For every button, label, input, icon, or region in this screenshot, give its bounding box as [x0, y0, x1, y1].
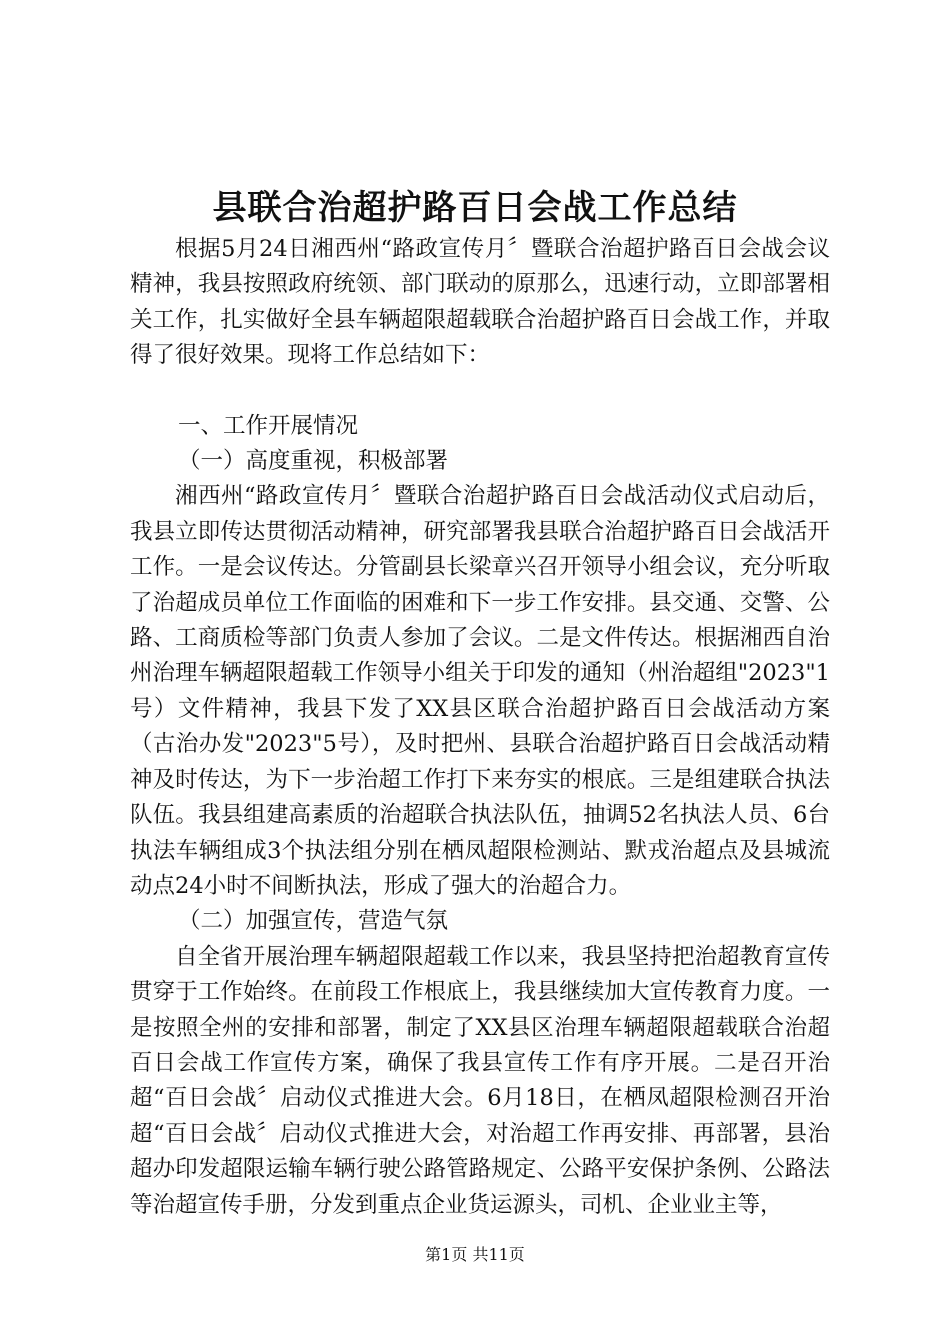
- page-number-footer: 第1页 共11页: [425, 1245, 525, 1264]
- section-heading-work-status: 一、工作开展情况: [178, 412, 359, 439]
- deployment-paragraph: 湘西州“路政宣传月〞暨联合治超护路百日会战活动仪式启动后，我县立即传达贯彻活动精神，研究部署我县联合治超护路百日会战活开工作。一是会议传达。分管副县长梁章兴召开领导小组会议，充分听取了治超成员单位工作面临的困难和下一步工作安排。县交通、交警、公路、工商质检等部门负责人参加了会议。二是文件传达。根据湘西自治州治理车辆超限超载工作领导小组关于印发的通知（州治超组"2023"1号）文件精神，我县下发了XX县区联合治超护路百日会战活动方案（古治办发"2023"5号），及时把州、县联合治超护路百日会战活动精神及时传达，为下一步治超工作打下来夯实的根底。三是组建联合执法队伍。我县组建高素质的治超联合执法队伍，抽调52名执法人员、6台执法车辆组成3个执法组分别在栖凤超限检测站、默戎治超点及县城流动点24小时不间断执法，形成了强大的治超合力。: [130, 483, 830, 899]
- intro-paragraph: 根据5月24日湘西州“路政宣传月〞暨联合治超护路百日会战会议精神，我县按照政府统领、部门联动的原那么，迅速行动，立即部署相关工作，扎实做好全县车辆超限超载联合治超护路百日会战工作，并取得了很好效果。现将工作总结如下：: [130, 236, 830, 369]
- publicity-paragraph: 自全省开展治理车辆超限超载工作以来，我县坚持把治超教育宣传贯穿于工作始终。在前段工作根底上，我县继续加大宣传教育力度。一是按照全州的安排和部署，制定了XX县区治理车辆超限超载联合治超百日会战工作宣传方案，确保了我县宣传工作有序开展。二是召开治超“百日会战〞启动仪式推进大会。6月18日，在栖凤超限检测召开治超“百日会战〞启动仪式推进大会，对治超工作再安排、再部署，县治超办印发超限运输车辆行驶公路管路规定、公路平安保护条例、公路法等治超宣传手册，分发到重点企业货运源头，司机、企业业主等，: [130, 943, 830, 1218]
- document-body: [130, 232, 830, 1223]
- subsection-heading-deployment: （一）高度重视，积极部署: [178, 448, 449, 475]
- document-title: 县联合治超护路百日会战工作总结: [212, 188, 738, 228]
- subsection-heading-publicity: （二）加强宣传，营造气氛: [178, 908, 449, 935]
